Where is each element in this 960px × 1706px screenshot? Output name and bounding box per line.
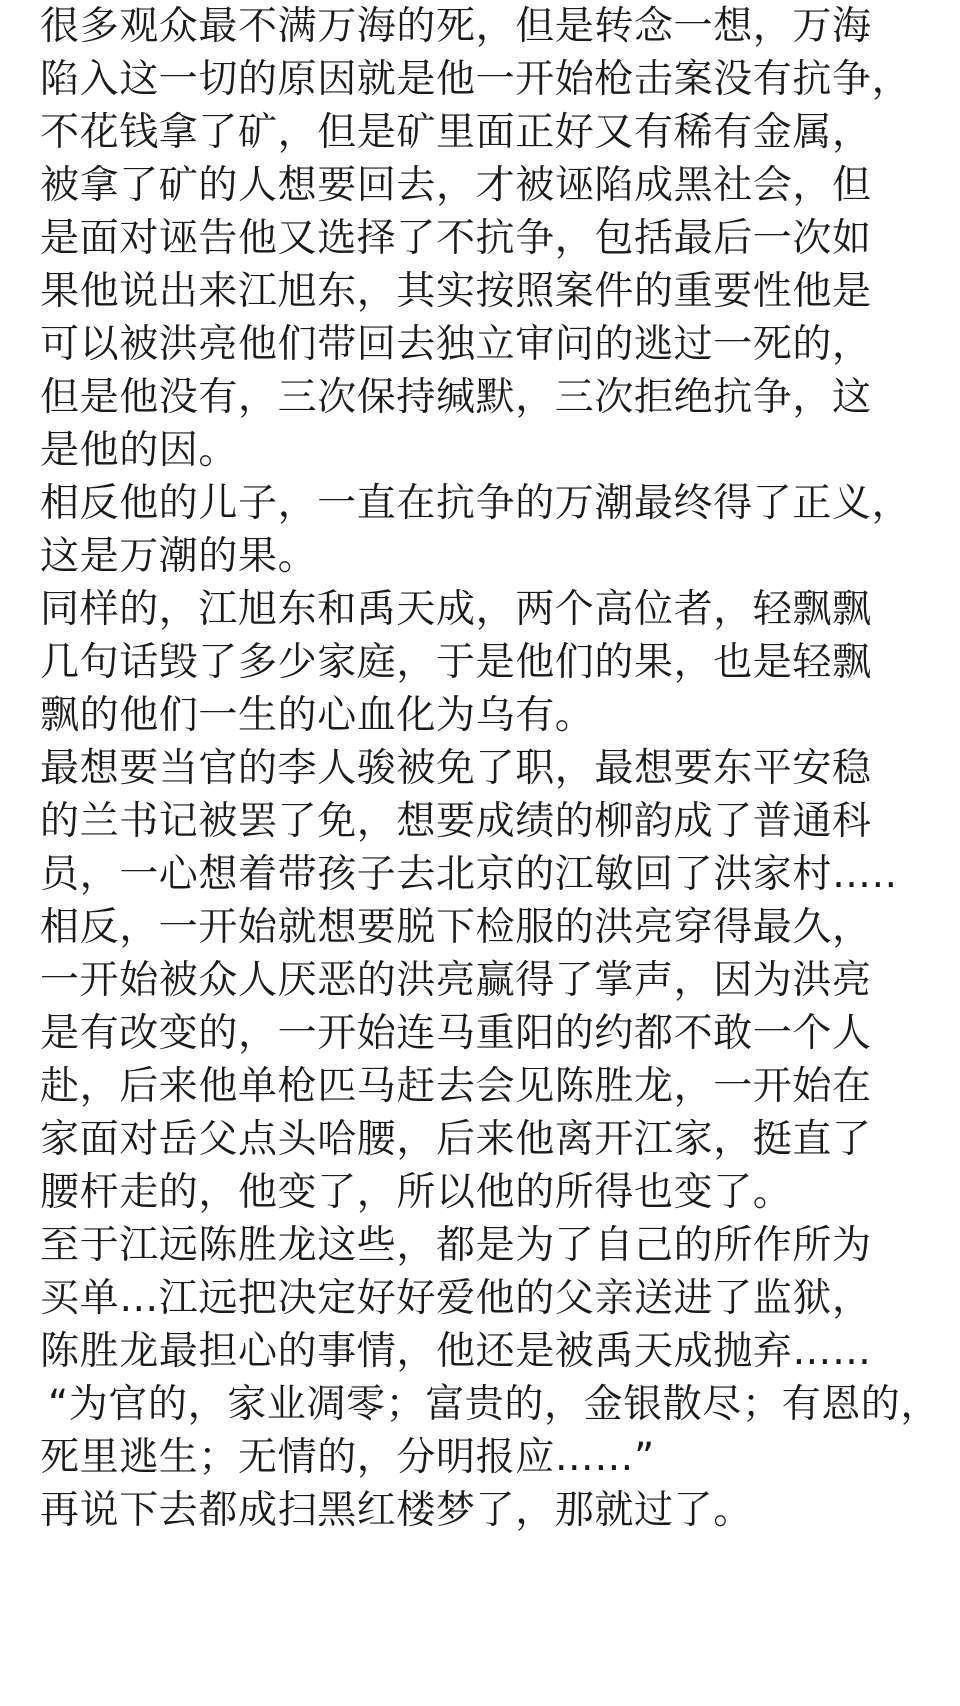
text-line-18: 相反，一开始就想要脱下检服的洪亮穿得最久， <box>40 905 872 950</box>
text-line-10: 相反他的儿子，一直在抗争的万潮最终得了正义， <box>40 481 912 526</box>
text-line-7: 可以被洪亮他们带回去独立审问的逃过一死的， <box>40 322 872 367</box>
text-line-14: 飘的他们一生的心血化为乌有。 <box>40 693 595 738</box>
text-line-3: 不花钱拿了矿，但是矿里面正好又有稀有金属， <box>40 110 872 155</box>
text-line-2: 陷入这一切的原因就是他一开始枪击案没有抗争， <box>40 57 912 102</box>
text-line-12: 同样的，江旭东和禹天成，两个高位者，轻飘飘 <box>40 587 872 632</box>
text-line-15: 最想要当官的李人骏被免了职，最想要东平安稳 <box>40 746 872 791</box>
text-line-19: 一开始被众人厌恶的洪亮赢得了掌声，因为洪亮 <box>40 958 872 1003</box>
text-line-6: 果他说出来江旭东，其实按照案件的重要性他是 <box>40 269 872 314</box>
text-line-17: 员，一心想着带孩子去北京的江敏回了洪家村….. <box>40 852 898 897</box>
text-line-4: 被拿了矿的人想要回去，才被诬陷成黑社会，但 <box>40 163 872 208</box>
text-line-8: 但是他没有，三次保持缄默，三次拒绝抗争，这 <box>40 375 872 420</box>
quote-line-1: “为官的，家业凋零；富贵的，金银散尽；有恩的， <box>48 1382 941 1427</box>
text-line-25: 买单…江远把决定好好爱他的父亲送进了监狱， <box>40 1276 872 1321</box>
text-line-16: 的兰书记被罢了免，想要成绩的柳韵成了普通科 <box>40 799 872 844</box>
text-line-22: 家面对岳父点头哈腰，后来他离开江家，挺直了 <box>40 1117 872 1162</box>
text-line-1: 很多观众最不满万海的死，但是转念一想，万海 <box>40 4 872 49</box>
text-line-21: 赴，后来他单枪匹马赶去会见陈胜龙，一开始在 <box>40 1064 872 1109</box>
article-body <box>40 0 940 1537</box>
text-line-13: 几句话毁了多少家庭，于是他们的果，也是轻飘 <box>40 640 872 685</box>
text-line-24: 至于江远陈胜龙这些，都是为了自己的所作所为 <box>40 1223 872 1268</box>
text-line-23: 腰杆走的，他变了，所以他的所得也变了。 <box>40 1170 793 1215</box>
text-line-29: 再说下去都成扫黑红楼梦了，那就过了。 <box>40 1488 753 1533</box>
text-line-9: 是他的因。 <box>40 428 239 473</box>
text-line-11: 这是万潮的果。 <box>40 534 318 579</box>
text-line-26: 陈胜龙最担心的事情，他还是被禹天成抛弃…… <box>40 1329 872 1374</box>
text-line-20: 是有改变的，一开始连马重阳的约都不敢一个人 <box>40 1011 872 1056</box>
text-line-5: 是面对诬告他又选择了不抗争，包括最后一次如 <box>40 216 872 261</box>
quote-line-2: 死里逃生；无情的，分明报应……” <box>40 1435 655 1480</box>
